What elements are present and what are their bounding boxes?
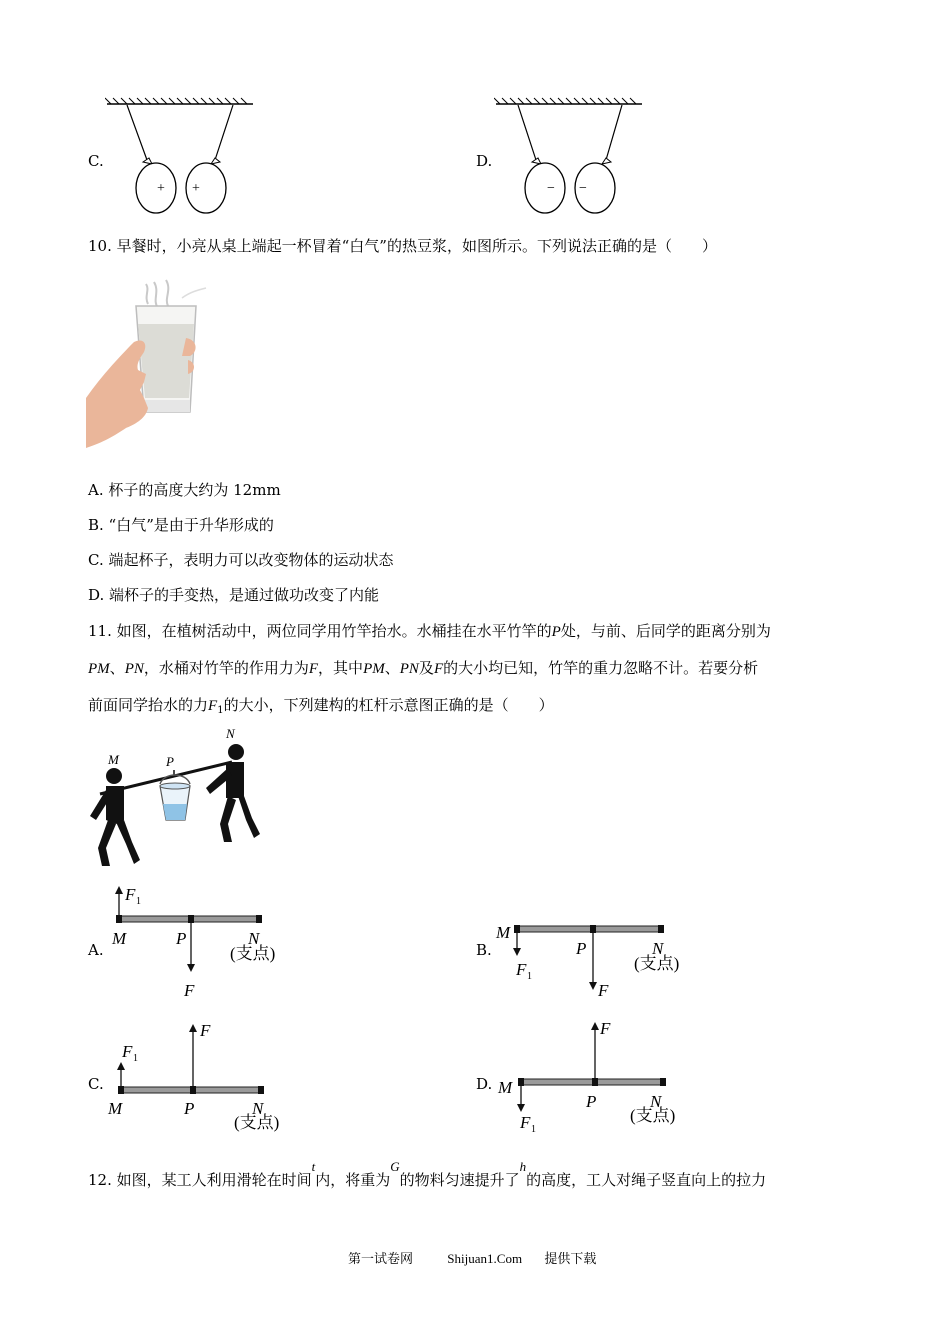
svg-text:M: M <box>108 1099 123 1118</box>
svg-text:F: F <box>184 981 195 1000</box>
q9-option-c-figure <box>105 96 255 218</box>
svg-text:(支点): (支点) <box>630 1106 676 1125</box>
svg-text:N: N <box>248 929 260 948</box>
q12-stem: 12. 如图，某工人利用滑轮在时间t内，将重为G的物料匀速提升了h的高度，工人对绳子竖直向上的拉力 <box>88 1159 767 1189</box>
svg-text:N: N <box>252 1099 264 1118</box>
svg-text:(支点): (支点) <box>634 954 680 973</box>
q11-stem-line2: PM、PN，水桶对竹竿的作用力为F，其中PM、PN及F的大小均已知，竹竿的重力忽略不计。若要分析 <box>88 659 759 677</box>
charge-sign: − <box>547 181 555 196</box>
svg-text:F: F <box>598 981 609 1000</box>
svg-text:F: F <box>200 1021 211 1040</box>
svg-text:N: N <box>652 939 664 958</box>
svg-text:1: 1 <box>133 1053 138 1064</box>
q11-stem-line1: 11. 如图，在植树活动中，两位同学用竹竿抬水。水桶挂在水平竹竿的P处，与前、后同学的距离分别为 <box>88 622 771 640</box>
q10-option-c: C. 端起杯子，表明力可以改变物体的运动状态 <box>88 551 394 569</box>
charge-sign: + <box>157 181 165 196</box>
q11-option-b-diagram <box>494 880 694 1000</box>
q11-carrying-water-figure <box>86 724 262 874</box>
q11-option-c-label: C. <box>88 1075 104 1093</box>
svg-text:P: P <box>576 939 587 958</box>
svg-text:1: 1 <box>527 971 532 982</box>
q11-option-c-diagram <box>104 1012 294 1136</box>
svg-text:F: F <box>520 1113 531 1132</box>
q11-option-d-label: D. <box>476 1075 493 1093</box>
q10-option-b: B. “白气”是由于升华形成的 <box>88 516 274 534</box>
q10-stem: 10. 早餐时，小亮从桌上端起一杯冒着“白气”的热豆浆，如图所示。下列说法正确的是（ ） <box>88 237 717 255</box>
charge-sign: − <box>579 181 587 196</box>
svg-text:N: N <box>650 1092 662 1111</box>
page-footer <box>348 1248 596 1267</box>
q11-stem-line3: 前面同学抬水的力$F_1$的大小，下列建构的杠杆示意图正确的是（ ） <box>88 696 554 716</box>
q10-milk-glass-photo <box>86 278 214 448</box>
q10-option-a: A. 杯子的高度大约为 12mm <box>88 481 281 499</box>
footer-provide: 提供下载 <box>544 1252 597 1267</box>
q9-option-d-label: D. <box>476 152 493 170</box>
svg-text:1: 1 <box>531 1124 536 1135</box>
svg-text:F: F <box>125 885 136 904</box>
q9-option-c-label: C. <box>88 152 104 170</box>
svg-text:(支点): (支点) <box>234 1113 280 1132</box>
q11-option-a-label: A. <box>88 941 104 959</box>
svg-text:(支点): (支点) <box>230 944 276 963</box>
svg-text:F: F <box>122 1042 133 1061</box>
q10-option-d: D. 端杯子的手变热，是通过做功改变了内能 <box>88 586 380 604</box>
svg-text:F: F <box>516 960 527 979</box>
svg-text:M: M <box>112 929 127 948</box>
charge-sign: + <box>192 181 200 196</box>
footer-site-en: Shijuan1.Com <box>447 1251 523 1266</box>
q11-option-d-diagram <box>494 1012 694 1136</box>
footer-site-cn: 第一试卷网 <box>348 1252 414 1267</box>
svg-text:F: F <box>600 1019 611 1038</box>
svg-text:M: M <box>108 752 119 767</box>
svg-text:P: P <box>184 1099 195 1118</box>
svg-text:1: 1 <box>136 896 141 907</box>
svg-text:M: M <box>496 923 511 942</box>
svg-text:P: P <box>586 1092 597 1111</box>
svg-text:P: P <box>176 929 187 948</box>
svg-text:N: N <box>226 726 235 741</box>
svg-text:M: M <box>498 1078 513 1097</box>
q11-option-b-label: B. <box>476 941 492 959</box>
q9-option-d-figure <box>494 96 644 218</box>
q11-option-a-diagram <box>104 880 294 1000</box>
svg-text:P: P <box>166 754 174 769</box>
